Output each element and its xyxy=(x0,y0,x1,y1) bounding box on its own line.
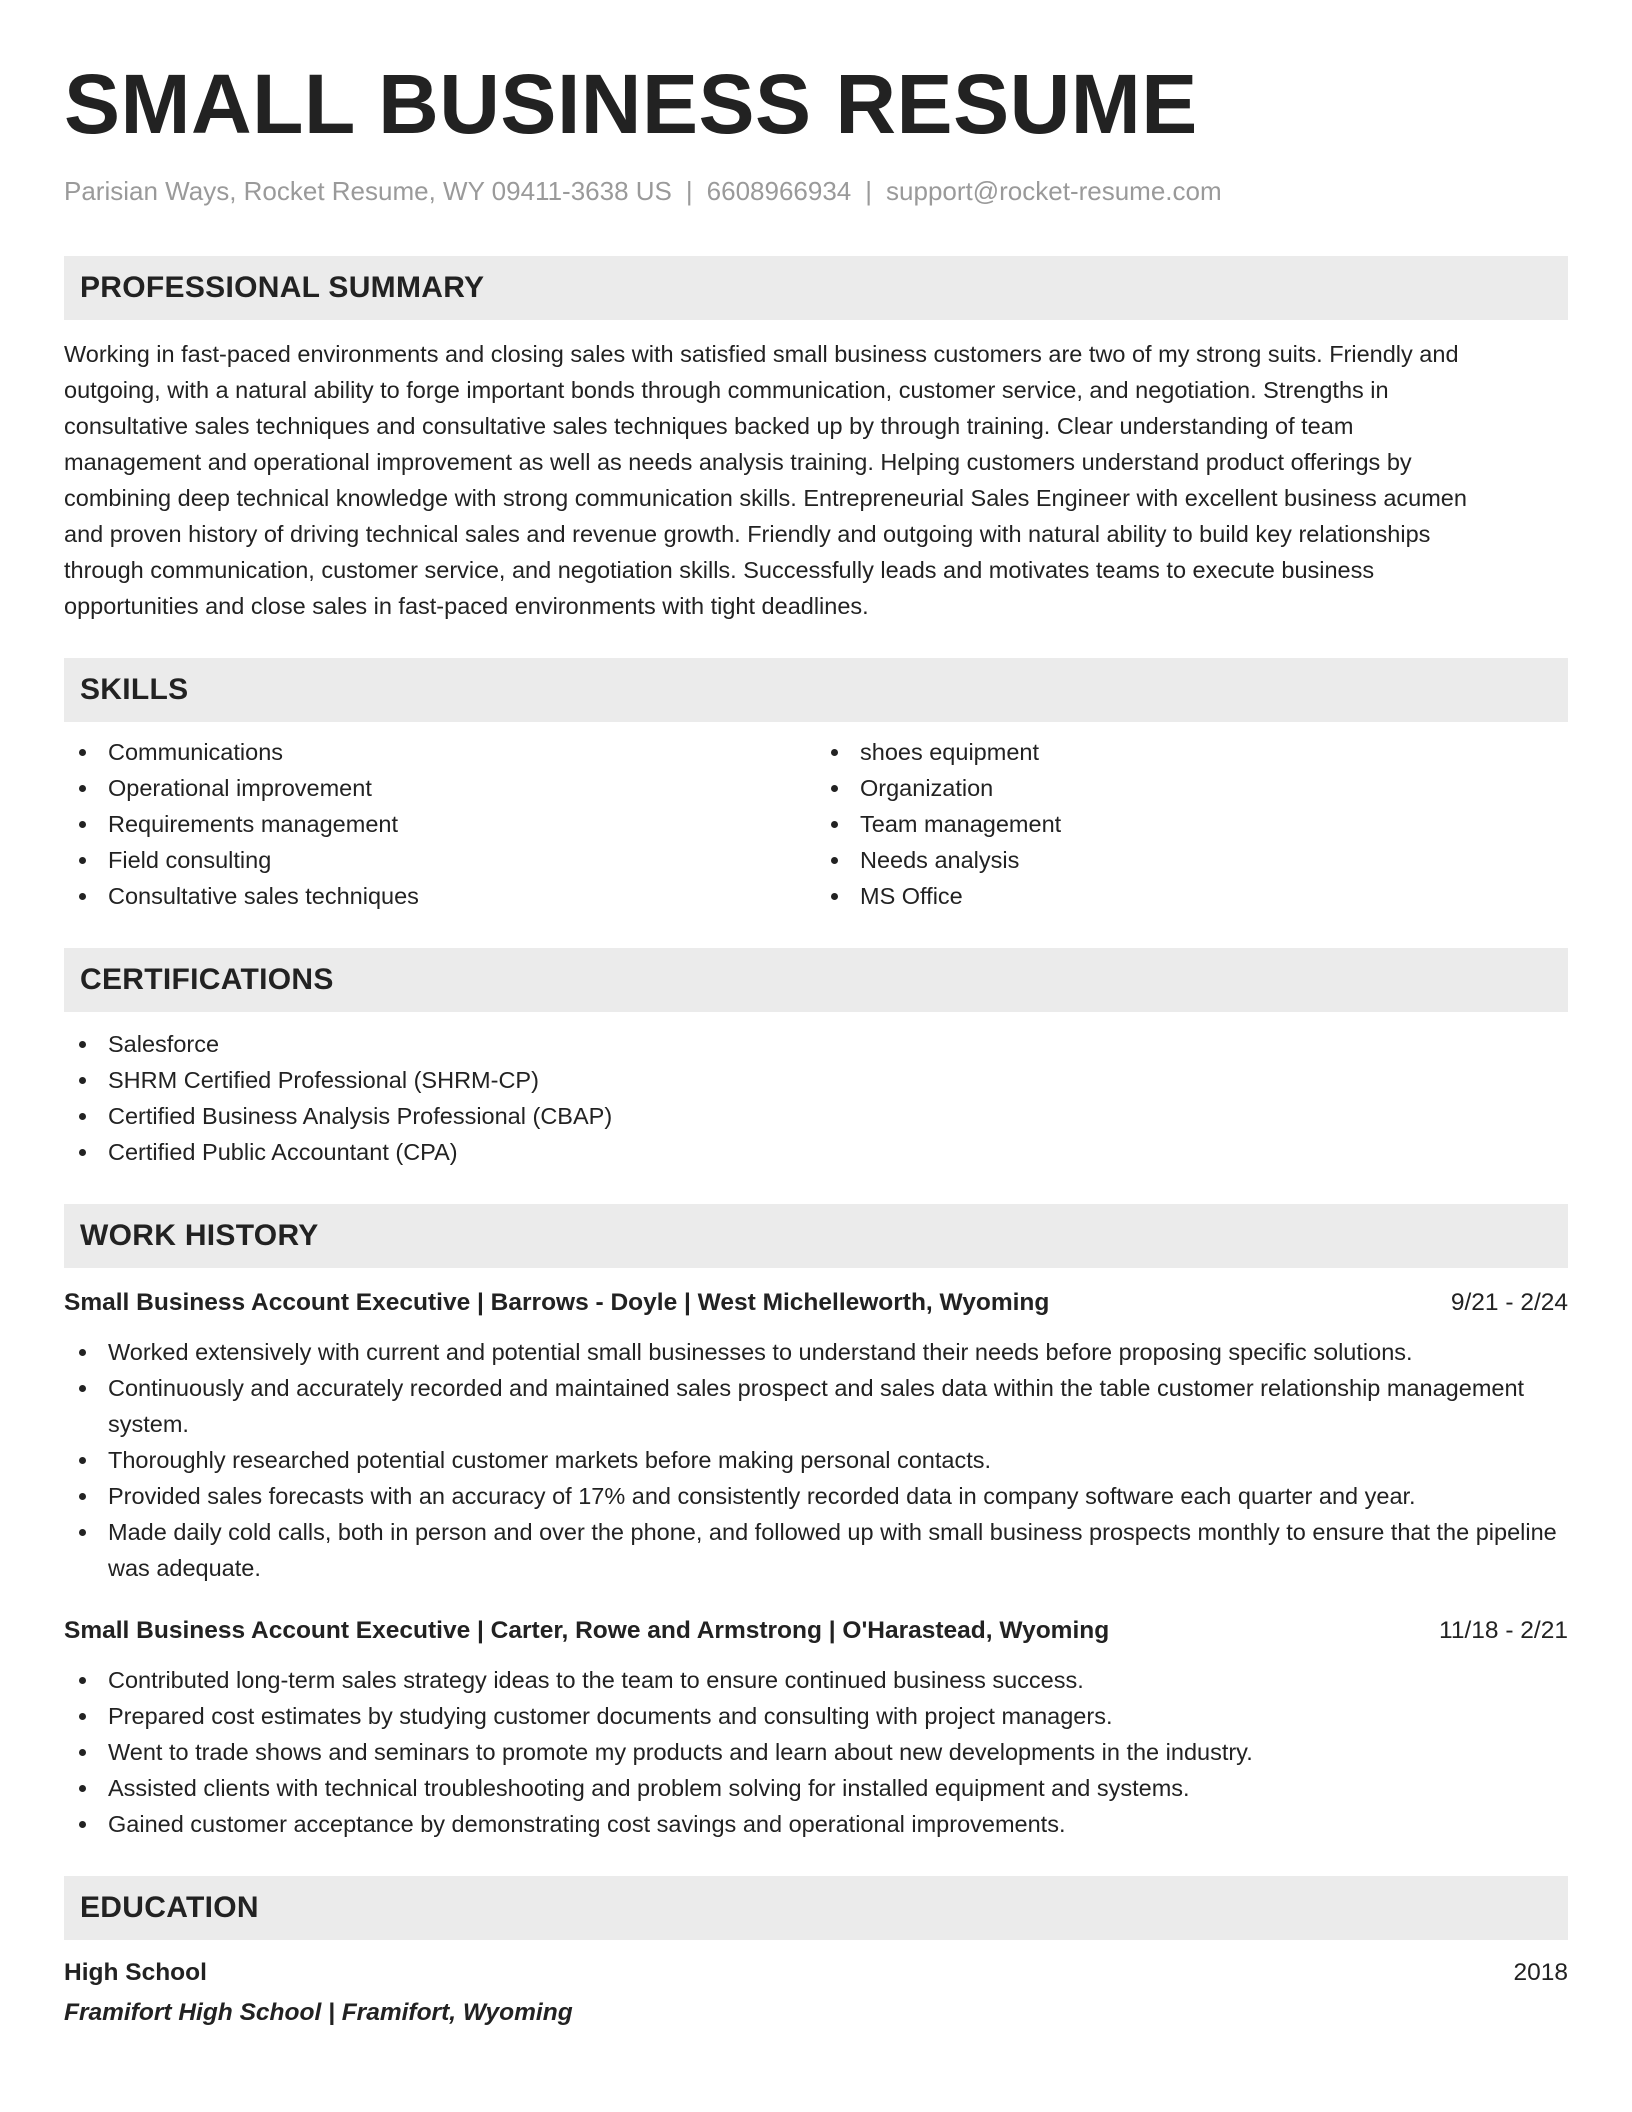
education-degree: High School xyxy=(64,1959,207,1986)
education-header xyxy=(64,1956,1568,1990)
job-dates: 9/21 - 2/24 xyxy=(1450,1289,1568,1316)
job-duty-item: Provided sales forecasts with an accuracy of 17% and consistently recorded data in company software each quarter and year. xyxy=(64,1478,1568,1514)
job-duty-item: Continuously and accurately recorded and maintained sales prospect and sales data within the table customer relationship management system. xyxy=(64,1370,1568,1442)
job-entry xyxy=(64,1614,1568,1842)
education-school: Framifort High School | Framifort, Wyoming xyxy=(64,1999,573,2026)
job-duty-item: Prepared cost estimates by studying customer documents and consulting with project managers. xyxy=(64,1698,1568,1734)
skill-item: MS Office xyxy=(816,878,1568,914)
certification-item: Certified Public Accountant (CPA) xyxy=(64,1134,1568,1170)
education-year: 2018 xyxy=(1513,1959,1568,1986)
skill-item: Consultative sales techniques xyxy=(64,878,816,914)
job-title: Small Business Account Executive | Carter, Rowe and Armstrong | O'Harastead, Wyoming xyxy=(64,1617,1110,1644)
skill-item: shoes equipment xyxy=(816,734,1568,770)
skill-item: Needs analysis xyxy=(816,842,1568,878)
job-duties-list xyxy=(64,1662,1568,1842)
job-header xyxy=(64,1286,1568,1320)
education-entry xyxy=(64,1956,1568,2030)
summary-line: combining deep technical knowledge with strong communication skills. Entrepreneurial Sales Engineer with excellent business acumen xyxy=(64,485,1467,511)
job-duty-item: Thoroughly researched potential customer markets before making personal contacts. xyxy=(64,1442,1568,1478)
job-dates: 11/18 - 2/21 xyxy=(1439,1617,1568,1644)
section-heading-skills: SKILLS xyxy=(64,658,1568,722)
job-title: Small Business Account Executive | Barrows - Doyle | West Michelleworth, Wyoming xyxy=(64,1289,1050,1316)
contact-phone: 6608966934 xyxy=(706,176,852,206)
contact-address: Parisian Ways, Rocket Resume, WY 09411-3638 US xyxy=(64,176,672,206)
skill-item: Communications xyxy=(64,734,816,770)
summary-line: management and operational improvement as well as needs analysis training. Helping customers understand product offerings by xyxy=(64,449,1412,475)
contact-separator: | xyxy=(865,176,873,206)
certifications-list xyxy=(64,1026,1568,1170)
section-heading-work-history: WORK HISTORY xyxy=(64,1204,1568,1268)
summary-line: and proven history of driving technical sales and revenue growth. Friendly and outgoing with natural ability to build key relationships xyxy=(64,521,1431,547)
job-duty-item: Gained customer acceptance by demonstrating cost savings and operational improvements. xyxy=(64,1806,1568,1842)
section-heading-summary: PROFESSIONAL SUMMARY xyxy=(64,256,1568,320)
summary-line: consultative sales techniques and consultative sales techniques backed up by through training. Clear understanding of team xyxy=(64,413,1354,439)
certification-item: Salesforce xyxy=(64,1026,1568,1062)
skill-item: Organization xyxy=(816,770,1568,806)
skill-item: Team management xyxy=(816,806,1568,842)
resume-title: SMALL BUSINESS RESUME xyxy=(64,57,1198,151)
skills-list xyxy=(64,734,1568,914)
skills-column-right xyxy=(816,734,1568,914)
certification-item: Certified Business Analysis Professional (CBAP) xyxy=(64,1098,1568,1134)
job-duty-item: Contributed long-term sales strategy ideas to the team to ensure continued business success. xyxy=(64,1662,1568,1698)
skills-column-left xyxy=(64,734,816,914)
job-duties-list xyxy=(64,1334,1568,1586)
job-duty-item: Assisted clients with technical troubleshooting and problem solving for installed equipment and systems. xyxy=(64,1770,1568,1806)
summary-line: opportunities and close sales in fast-paced environments with tight deadlines. xyxy=(64,593,869,619)
skill-item: Requirements management xyxy=(64,806,816,842)
section-heading-education: EDUCATION xyxy=(64,1876,1568,1940)
summary-line: through communication, customer service, and negotiation skills. Successfully leads and motivates teams to execute business xyxy=(64,557,1375,583)
contact-line xyxy=(64,174,1568,208)
job-duty-item: Went to trade shows and seminars to promote my products and learn about new developments in the industry. xyxy=(64,1734,1568,1770)
professional-summary xyxy=(64,336,1568,624)
contact-email: support@rocket-resume.com xyxy=(886,176,1222,206)
summary-line: outgoing, with a natural ability to forge important bonds through communication, customer service, and negotiation. Strengths in xyxy=(64,377,1389,403)
skill-item: Field consulting xyxy=(64,842,816,878)
contact-separator: | xyxy=(685,176,693,206)
skill-item: Operational improvement xyxy=(64,770,816,806)
certification-item: SHRM Certified Professional (SHRM-CP) xyxy=(64,1062,1568,1098)
job-duty-item: Made daily cold calls, both in person and over the phone, and followed up with small business prospects monthly to ensure that the pipeline was adequate. xyxy=(64,1514,1568,1586)
job-entry xyxy=(64,1286,1568,1586)
section-heading-certifications: CERTIFICATIONS xyxy=(64,948,1568,1012)
summary-line: Working in fast-paced environments and closing sales with satisfied small business customers are two of my strong suits. Friendly and xyxy=(64,341,1459,367)
job-header xyxy=(64,1614,1568,1648)
job-duty-item: Worked extensively with current and potential small businesses to understand their needs before proposing specific solutions. xyxy=(64,1334,1568,1370)
